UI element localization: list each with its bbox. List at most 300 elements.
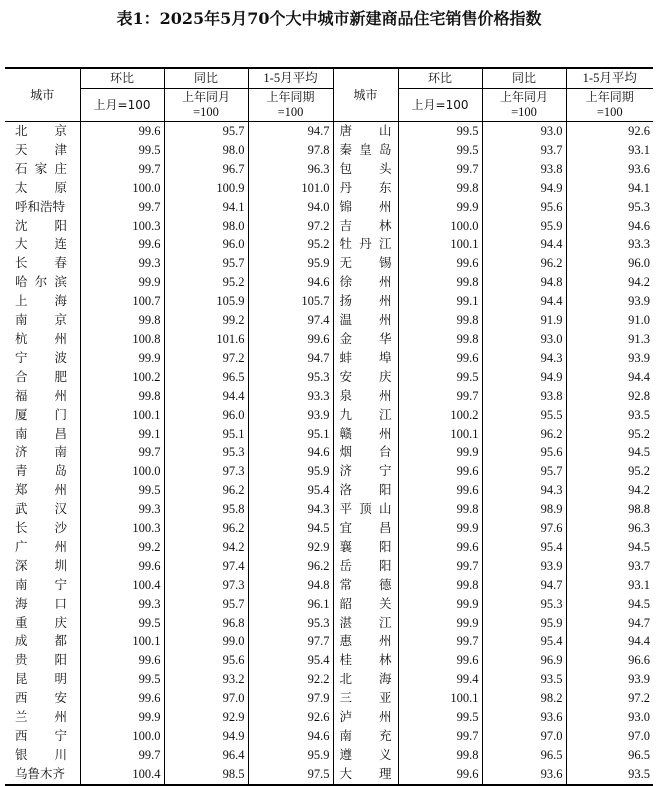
table-row <box>5 311 653 330</box>
avg-cell-left: 97.5 <box>248 765 333 785</box>
mom-cell-left: 99.1 <box>80 425 164 444</box>
city-name: 安 庆 <box>339 368 392 384</box>
city-name: 常 德 <box>339 576 392 592</box>
avg-cell-left: 95.3 <box>248 368 333 387</box>
mom-cell-left: 99.5 <box>80 481 164 500</box>
city-name: 南 充 <box>339 728 392 743</box>
mom-cell-right: 99.9 <box>398 198 482 217</box>
mom-cell-left: 100.0 <box>80 179 164 198</box>
city-cell-left <box>5 349 80 368</box>
city-cell-left <box>5 235 80 254</box>
avg-cell-left: 95.2 <box>248 235 333 254</box>
mom-cell-right: 100.1 <box>398 689 482 708</box>
header-city-left: 城市 <box>5 68 80 122</box>
yoy-cell-left: 94.2 <box>164 538 248 557</box>
yoy-cell-right: 94.9 <box>482 179 566 198</box>
city-cell-right <box>333 481 398 500</box>
mom-cell-right: 100.1 <box>398 235 482 254</box>
avg-cell-left: 92.6 <box>248 708 333 727</box>
city-name: 金 华 <box>339 330 392 346</box>
city-name: 西 宁 <box>15 728 67 743</box>
avg-cell-right: 93.7 <box>566 557 653 576</box>
yoy-cell-right: 95.9 <box>482 614 566 633</box>
mom-cell-left: 99.8 <box>80 387 164 406</box>
mom-cell-right: 99.7 <box>398 557 482 576</box>
yoy-cell-left: 100.9 <box>164 179 248 198</box>
yoy-cell-right: 96.5 <box>482 746 566 765</box>
city-cell-left <box>5 160 80 179</box>
yoy-cell-left: 95.6 <box>164 651 248 670</box>
city-name: 成 都 <box>15 633 67 649</box>
city-cell-right <box>333 689 398 708</box>
table-title: 表1：2025年5月70个大中城市新建商品住宅销售价格指数 <box>116 9 542 28</box>
yoy-cell-right: 93.6 <box>482 765 566 785</box>
mom-cell-left: 99.9 <box>80 273 164 292</box>
yoy-cell-right: 94.4 <box>482 235 566 254</box>
city-cell-left <box>5 500 80 519</box>
city-name: 北 京 <box>15 123 67 138</box>
avg-cell-left: 97.9 <box>248 689 333 708</box>
city-name: 秦 皇 岛 <box>339 141 392 157</box>
city-cell-right <box>333 651 398 670</box>
mom-cell-right: 99.6 <box>398 481 482 500</box>
table-row <box>5 614 653 633</box>
avg-cell-right: 93.0 <box>566 708 653 727</box>
table-header <box>5 68 653 122</box>
yoy-cell-right: 95.9 <box>482 217 566 236</box>
mom-cell-left: 100.3 <box>80 519 164 538</box>
header-mom-right: 环比 <box>398 68 482 89</box>
avg-cell-right: 91.0 <box>566 311 653 330</box>
city-cell-left <box>5 443 80 462</box>
city-cell-left <box>5 292 80 311</box>
city-name: 郑 州 <box>15 482 67 498</box>
avg-cell-right: 94.5 <box>566 595 653 614</box>
mom-cell-left: 99.6 <box>80 557 164 576</box>
city-cell-left <box>5 311 80 330</box>
yoy-cell-right: 95.3 <box>482 595 566 614</box>
avg-cell-right: 95.2 <box>566 425 653 444</box>
yoy-cell-left: 105.9 <box>164 292 248 311</box>
mom-cell-right: 99.7 <box>398 727 482 746</box>
city-cell-right <box>333 198 398 217</box>
yoy-cell-left: 96.4 <box>164 746 248 765</box>
mom-cell-right: 99.5 <box>398 141 482 160</box>
city-name: 洛 阳 <box>339 482 392 498</box>
table-row <box>5 765 653 785</box>
city-cell-left <box>5 217 80 236</box>
avg-cell-right: 93.9 <box>566 349 653 368</box>
city-cell-left <box>5 462 80 481</box>
yoy-cell-left: 96.2 <box>164 481 248 500</box>
city-name: 银 川 <box>15 746 67 762</box>
city-name: 青 岛 <box>15 463 67 479</box>
city-cell-right <box>333 500 398 519</box>
city-cell-right <box>333 425 398 444</box>
city-cell-left <box>5 632 80 651</box>
mom-cell-right: 99.9 <box>398 595 482 614</box>
yoy-cell-left: 94.9 <box>164 727 248 746</box>
table-row <box>5 217 653 236</box>
avg-cell-right: 96.6 <box>566 651 653 670</box>
yoy-cell-right: 96.2 <box>482 425 566 444</box>
avg-cell-right: 93.5 <box>566 406 653 425</box>
yoy-cell-right: 95.6 <box>482 198 566 217</box>
avg-cell-right: 96.0 <box>566 254 653 273</box>
table-row <box>5 387 653 406</box>
yoy-cell-left: 95.7 <box>164 254 248 273</box>
avg-cell-left: 92.9 <box>248 538 333 557</box>
yoy-cell-right: 97.0 <box>482 727 566 746</box>
city-cell-right <box>333 406 398 425</box>
city-name: 宜 昌 <box>339 520 392 536</box>
avg-cell-left: 93.9 <box>248 406 333 425</box>
city-cell-left <box>5 708 80 727</box>
avg-cell-left: 99.6 <box>248 330 333 349</box>
header-mom-left: 环比 <box>80 68 164 89</box>
city-cell-right <box>333 708 398 727</box>
mom-cell-left: 99.3 <box>80 500 164 519</box>
mom-cell-right: 99.6 <box>398 651 482 670</box>
city-cell-left <box>5 670 80 689</box>
avg-cell-right: 94.2 <box>566 481 653 500</box>
city-name: 厦 门 <box>15 406 67 422</box>
city-name: 徐 州 <box>339 274 392 290</box>
city-name: 吉 林 <box>339 217 392 233</box>
city-cell-left <box>5 198 80 217</box>
mom-cell-left: 99.5 <box>80 614 164 633</box>
yoy-cell-left: 96.0 <box>164 406 248 425</box>
yoy-cell-right: 94.3 <box>482 349 566 368</box>
city-cell-left <box>5 765 80 785</box>
yoy-cell-right: 96.2 <box>482 254 566 273</box>
avg-cell-left: 105.7 <box>248 292 333 311</box>
avg-cell-left: 101.0 <box>248 179 333 198</box>
avg-cell-left: 94.8 <box>248 576 333 595</box>
city-name: 遵 义 <box>339 746 392 762</box>
yoy-cell-right: 95.6 <box>482 443 566 462</box>
yoy-cell-left: 96.2 <box>164 519 248 538</box>
avg-cell-left: 94.3 <box>248 500 333 519</box>
avg-cell-right: 93.1 <box>566 141 653 160</box>
avg-cell-left: 95.3 <box>248 614 333 633</box>
city-cell-right <box>333 557 398 576</box>
city-name: 福 州 <box>15 387 67 403</box>
avg-cell-left: 97.2 <box>248 217 333 236</box>
yoy-cell-left: 95.8 <box>164 500 248 519</box>
avg-cell-right: 93.9 <box>566 292 653 311</box>
yoy-cell-left: 93.2 <box>164 670 248 689</box>
table-row <box>5 254 653 273</box>
mom-cell-right: 99.7 <box>398 160 482 179</box>
mom-cell-right: 99.8 <box>398 273 482 292</box>
yoy-cell-right: 93.0 <box>482 122 566 141</box>
yoy-cell-right: 91.9 <box>482 311 566 330</box>
table-row <box>5 141 653 160</box>
city-name: 唐 山 <box>339 123 392 138</box>
table-row <box>5 708 653 727</box>
yoy-cell-left: 97.2 <box>164 349 248 368</box>
city-name: 南 昌 <box>15 425 67 441</box>
mom-cell-right: 99.6 <box>398 538 482 557</box>
mom-cell-left: 100.7 <box>80 292 164 311</box>
city-name: 乌鲁木齐 <box>15 765 66 781</box>
avg-cell-left: 94.5 <box>248 519 333 538</box>
city-name: 宁 波 <box>15 349 67 365</box>
city-cell-right <box>333 595 398 614</box>
mom-cell-left: 100.1 <box>80 406 164 425</box>
mom-cell-right: 99.8 <box>398 311 482 330</box>
mom-cell-left: 99.3 <box>80 254 164 273</box>
yoy-cell-right: 93.8 <box>482 160 566 179</box>
avg-cell-left: 94.6 <box>248 443 333 462</box>
avg-cell-left: 94.7 <box>248 349 333 368</box>
city-name: 沈 阳 <box>15 217 67 233</box>
city-cell-right <box>333 160 398 179</box>
mom-cell-left: 99.9 <box>80 349 164 368</box>
city-name: 太 原 <box>15 179 67 195</box>
avg-cell-right: 91.3 <box>566 330 653 349</box>
yoy-cell-left: 98.0 <box>164 141 248 160</box>
city-name: 济 南 <box>15 444 67 460</box>
avg-cell-right: 95.2 <box>566 462 653 481</box>
yoy-cell-left: 96.8 <box>164 614 248 633</box>
city-cell-left <box>5 651 80 670</box>
avg-cell-left: 94.7 <box>248 122 333 141</box>
header-yoy-left: 同比 <box>164 68 248 89</box>
city-cell-left <box>5 387 80 406</box>
city-name: 北 海 <box>339 671 392 687</box>
city-cell-right <box>333 349 398 368</box>
table-row <box>5 292 653 311</box>
mom-cell-right: 99.9 <box>398 519 482 538</box>
city-cell-right <box>333 443 398 462</box>
avg-cell-right: 94.2 <box>566 273 653 292</box>
avg-cell-right: 94.5 <box>566 443 653 462</box>
yoy-cell-right: 94.4 <box>482 292 566 311</box>
city-cell-right <box>333 519 398 538</box>
mom-cell-right: 99.9 <box>398 443 482 462</box>
city-cell-right <box>333 235 398 254</box>
mom-cell-left: 100.0 <box>80 462 164 481</box>
city-cell-right <box>333 538 398 557</box>
city-cell-right <box>333 254 398 273</box>
avg-cell-left: 96.2 <box>248 557 333 576</box>
city-cell-right <box>333 632 398 651</box>
avg-cell-left: 97.8 <box>248 141 333 160</box>
city-cell-right <box>333 387 398 406</box>
city-name: 丹 东 <box>339 179 392 195</box>
table-row <box>5 368 653 387</box>
yoy-cell-left: 99.2 <box>164 311 248 330</box>
yoy-cell-right: 95.5 <box>482 406 566 425</box>
yoy-cell-left: 97.3 <box>164 576 248 595</box>
avg-cell-right: 92.6 <box>566 122 653 141</box>
city-cell-right <box>333 614 398 633</box>
avg-cell-right: 93.5 <box>566 765 653 785</box>
city-name: 锦 州 <box>339 198 392 214</box>
mom-cell-left: 99.3 <box>80 595 164 614</box>
table-row <box>5 519 653 538</box>
price-index-table <box>5 67 653 786</box>
city-name: 平 顶 山 <box>339 501 392 517</box>
city-name: 惠 州 <box>339 633 392 649</box>
mom-cell-left: 99.7 <box>80 160 164 179</box>
yoy-cell-right: 93.0 <box>482 330 566 349</box>
table-row <box>5 179 653 198</box>
city-name: 九 江 <box>339 406 392 422</box>
avg-cell-left: 95.9 <box>248 462 333 481</box>
mom-cell-left: 99.7 <box>80 746 164 765</box>
table-row <box>5 632 653 651</box>
mom-cell-right: 100.1 <box>398 425 482 444</box>
yoy-cell-right: 95.4 <box>482 632 566 651</box>
avg-cell-right: 97.2 <box>566 689 653 708</box>
yoy-cell-right: 93.5 <box>482 670 566 689</box>
city-name: 襄 阳 <box>339 538 392 554</box>
mom-cell-right: 100.0 <box>398 217 482 236</box>
city-name: 昆 明 <box>15 671 67 687</box>
city-name: 南 京 <box>15 312 67 328</box>
table-row <box>5 235 653 254</box>
city-name: 韶 关 <box>339 595 392 611</box>
table-row <box>5 122 653 141</box>
table-row <box>5 198 653 217</box>
avg-cell-left: 93.3 <box>248 387 333 406</box>
avg-cell-left: 94.6 <box>248 727 333 746</box>
city-cell-left <box>5 141 80 160</box>
avg-cell-right: 98.8 <box>566 500 653 519</box>
city-name: 无 锡 <box>339 255 392 271</box>
yoy-cell-right: 96.9 <box>482 651 566 670</box>
city-cell-right <box>333 576 398 595</box>
city-cell-right <box>333 330 398 349</box>
avg-cell-right: 94.6 <box>566 217 653 236</box>
mom-cell-left: 99.6 <box>80 651 164 670</box>
city-name: 南 宁 <box>15 576 67 592</box>
yoy-cell-left: 95.2 <box>164 273 248 292</box>
mom-cell-left: 99.6 <box>80 689 164 708</box>
city-name: 济 宁 <box>339 463 392 479</box>
avg-cell-left: 97.4 <box>248 311 333 330</box>
mom-cell-right: 99.7 <box>398 387 482 406</box>
table-row <box>5 557 653 576</box>
mom-cell-right: 99.8 <box>398 500 482 519</box>
avg-cell-left: 96.3 <box>248 160 333 179</box>
avg-cell-right: 96.3 <box>566 519 653 538</box>
yoy-cell-right: 94.3 <box>482 481 566 500</box>
city-name: 贵 阳 <box>15 652 67 668</box>
city-cell-left <box>5 519 80 538</box>
header-avg-base-right: 上年同期 =100 <box>566 89 653 122</box>
city-name: 武 汉 <box>15 501 67 517</box>
yoy-cell-left: 99.0 <box>164 632 248 651</box>
city-name: 泸 州 <box>339 709 392 725</box>
header-yoy-right: 同比 <box>482 68 566 89</box>
yoy-cell-right: 95.4 <box>482 538 566 557</box>
city-cell-left <box>5 595 80 614</box>
mom-cell-right: 99.1 <box>398 292 482 311</box>
avg-cell-right: 97.0 <box>566 727 653 746</box>
city-cell-left <box>5 368 80 387</box>
yoy-cell-left: 95.7 <box>164 595 248 614</box>
header-yoy-base-right: 上年同月 =100 <box>482 89 566 122</box>
mom-cell-left: 99.6 <box>80 235 164 254</box>
city-name: 桂 林 <box>339 652 392 668</box>
table-row <box>5 425 653 444</box>
city-cell-left <box>5 254 80 273</box>
city-name: 蚌 埠 <box>339 349 392 365</box>
table-row <box>5 160 653 179</box>
city-cell-right <box>333 273 398 292</box>
city-name: 烟 台 <box>339 444 392 460</box>
avg-cell-right: 93.1 <box>566 576 653 595</box>
mom-cell-right: 99.5 <box>398 708 482 727</box>
city-name: 西 安 <box>15 690 67 706</box>
city-name: 上 海 <box>15 293 67 309</box>
city-name: 赣 州 <box>339 425 392 441</box>
header-avg-left: 1-5月平均 <box>248 68 333 89</box>
city-cell-left <box>5 179 80 198</box>
mom-cell-right: 99.5 <box>398 368 482 387</box>
mom-cell-left: 99.2 <box>80 538 164 557</box>
table-row <box>5 727 653 746</box>
yoy-cell-right: 94.7 <box>482 576 566 595</box>
city-name: 深 圳 <box>15 557 67 573</box>
city-name: 大 连 <box>15 236 67 252</box>
mom-cell-left: 100.0 <box>80 727 164 746</box>
mom-cell-left: 99.9 <box>80 708 164 727</box>
city-name: 哈 尔 滨 <box>15 274 67 290</box>
city-cell-right <box>333 746 398 765</box>
avg-cell-right: 94.1 <box>566 179 653 198</box>
mom-cell-right: 100.2 <box>398 406 482 425</box>
table-row <box>5 576 653 595</box>
avg-cell-left: 97.7 <box>248 632 333 651</box>
city-name: 大 理 <box>339 765 392 781</box>
header-mom-base-left: 上月=100 <box>80 89 164 122</box>
table-row <box>5 538 653 557</box>
mom-cell-right: 99.9 <box>398 614 482 633</box>
city-name: 广 州 <box>15 538 67 554</box>
avg-cell-left: 95.9 <box>248 254 333 273</box>
city-name: 泉 州 <box>339 387 392 403</box>
table-row <box>5 689 653 708</box>
mom-cell-right: 99.6 <box>398 254 482 273</box>
city-cell-right <box>333 179 398 198</box>
mom-cell-right: 99.8 <box>398 576 482 595</box>
city-cell-right <box>333 217 398 236</box>
yoy-cell-right: 94.9 <box>482 368 566 387</box>
table-body <box>5 122 653 785</box>
mom-cell-right: 99.8 <box>398 746 482 765</box>
yoy-cell-right: 93.9 <box>482 557 566 576</box>
city-cell-right <box>333 311 398 330</box>
yoy-cell-left: 97.0 <box>164 689 248 708</box>
city-name: 兰 州 <box>15 709 67 725</box>
yoy-cell-left: 92.9 <box>164 708 248 727</box>
city-name: 合 肥 <box>15 368 67 384</box>
city-cell-left <box>5 330 80 349</box>
city-cell-left <box>5 406 80 425</box>
mom-cell-right: 99.6 <box>398 349 482 368</box>
yoy-cell-left: 97.3 <box>164 462 248 481</box>
avg-cell-right: 92.8 <box>566 387 653 406</box>
city-name: 温 州 <box>339 312 392 328</box>
city-name: 三 亚 <box>339 690 392 706</box>
city-cell-left <box>5 689 80 708</box>
yoy-cell-left: 96.7 <box>164 160 248 179</box>
